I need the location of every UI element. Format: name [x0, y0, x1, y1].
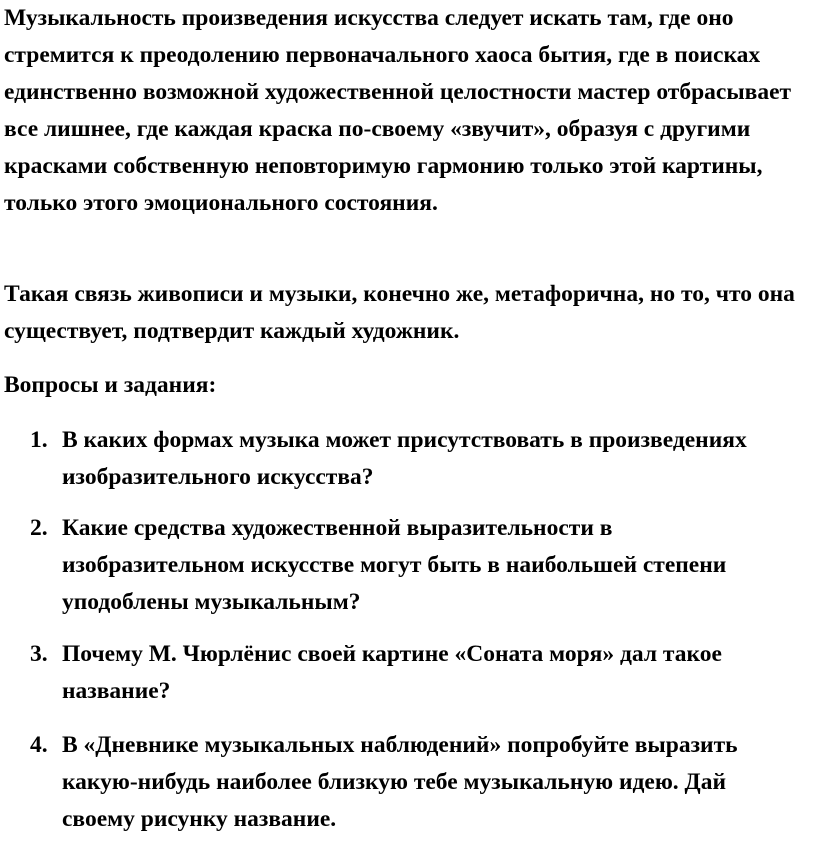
question-number: 4.: [30, 732, 48, 758]
intro-paragraph: Музыкальность произведения искусства следует искать там, где оно стремится к преодолению первоначального хаоса бытия, где в поисках единственно возможной художественной целостности мастер отбрасывает все лишнее, где каждая краска по-своему «звучит», образуя с другими красками собственную неповторимую гармонию только этой картины, только этого эмоционального состояния.: [4, 5, 792, 216]
second-paragraph: Такая связь живописи и музыки, конечно же, метафорична, но то, что она существует, подтвердит каждый художник.: [4, 281, 795, 344]
question-number: 2.: [30, 515, 48, 541]
question-number: 1.: [30, 427, 48, 453]
question-text: В каких формах музыка может присутствовать в произведениях изобразительного искусства?: [62, 427, 747, 490]
question-text: В «Дневнике музыкальных наблюдений» попробуйте выразить какую-нибудь наиболее близкую тебе музыкальную идею. Дай своему рисунку название.: [62, 732, 738, 832]
questions-heading: Вопросы и задания:: [4, 372, 217, 398]
question-text: Какие средства художественной выразительности в изобразительном искусстве могут быть в наибольшей степени уподоблены музыкальным?: [62, 515, 727, 615]
question-text: Почему М. Чюрлёнис своей картине «Соната моря» дал такое название?: [62, 641, 722, 704]
question-number: 3.: [30, 641, 48, 667]
